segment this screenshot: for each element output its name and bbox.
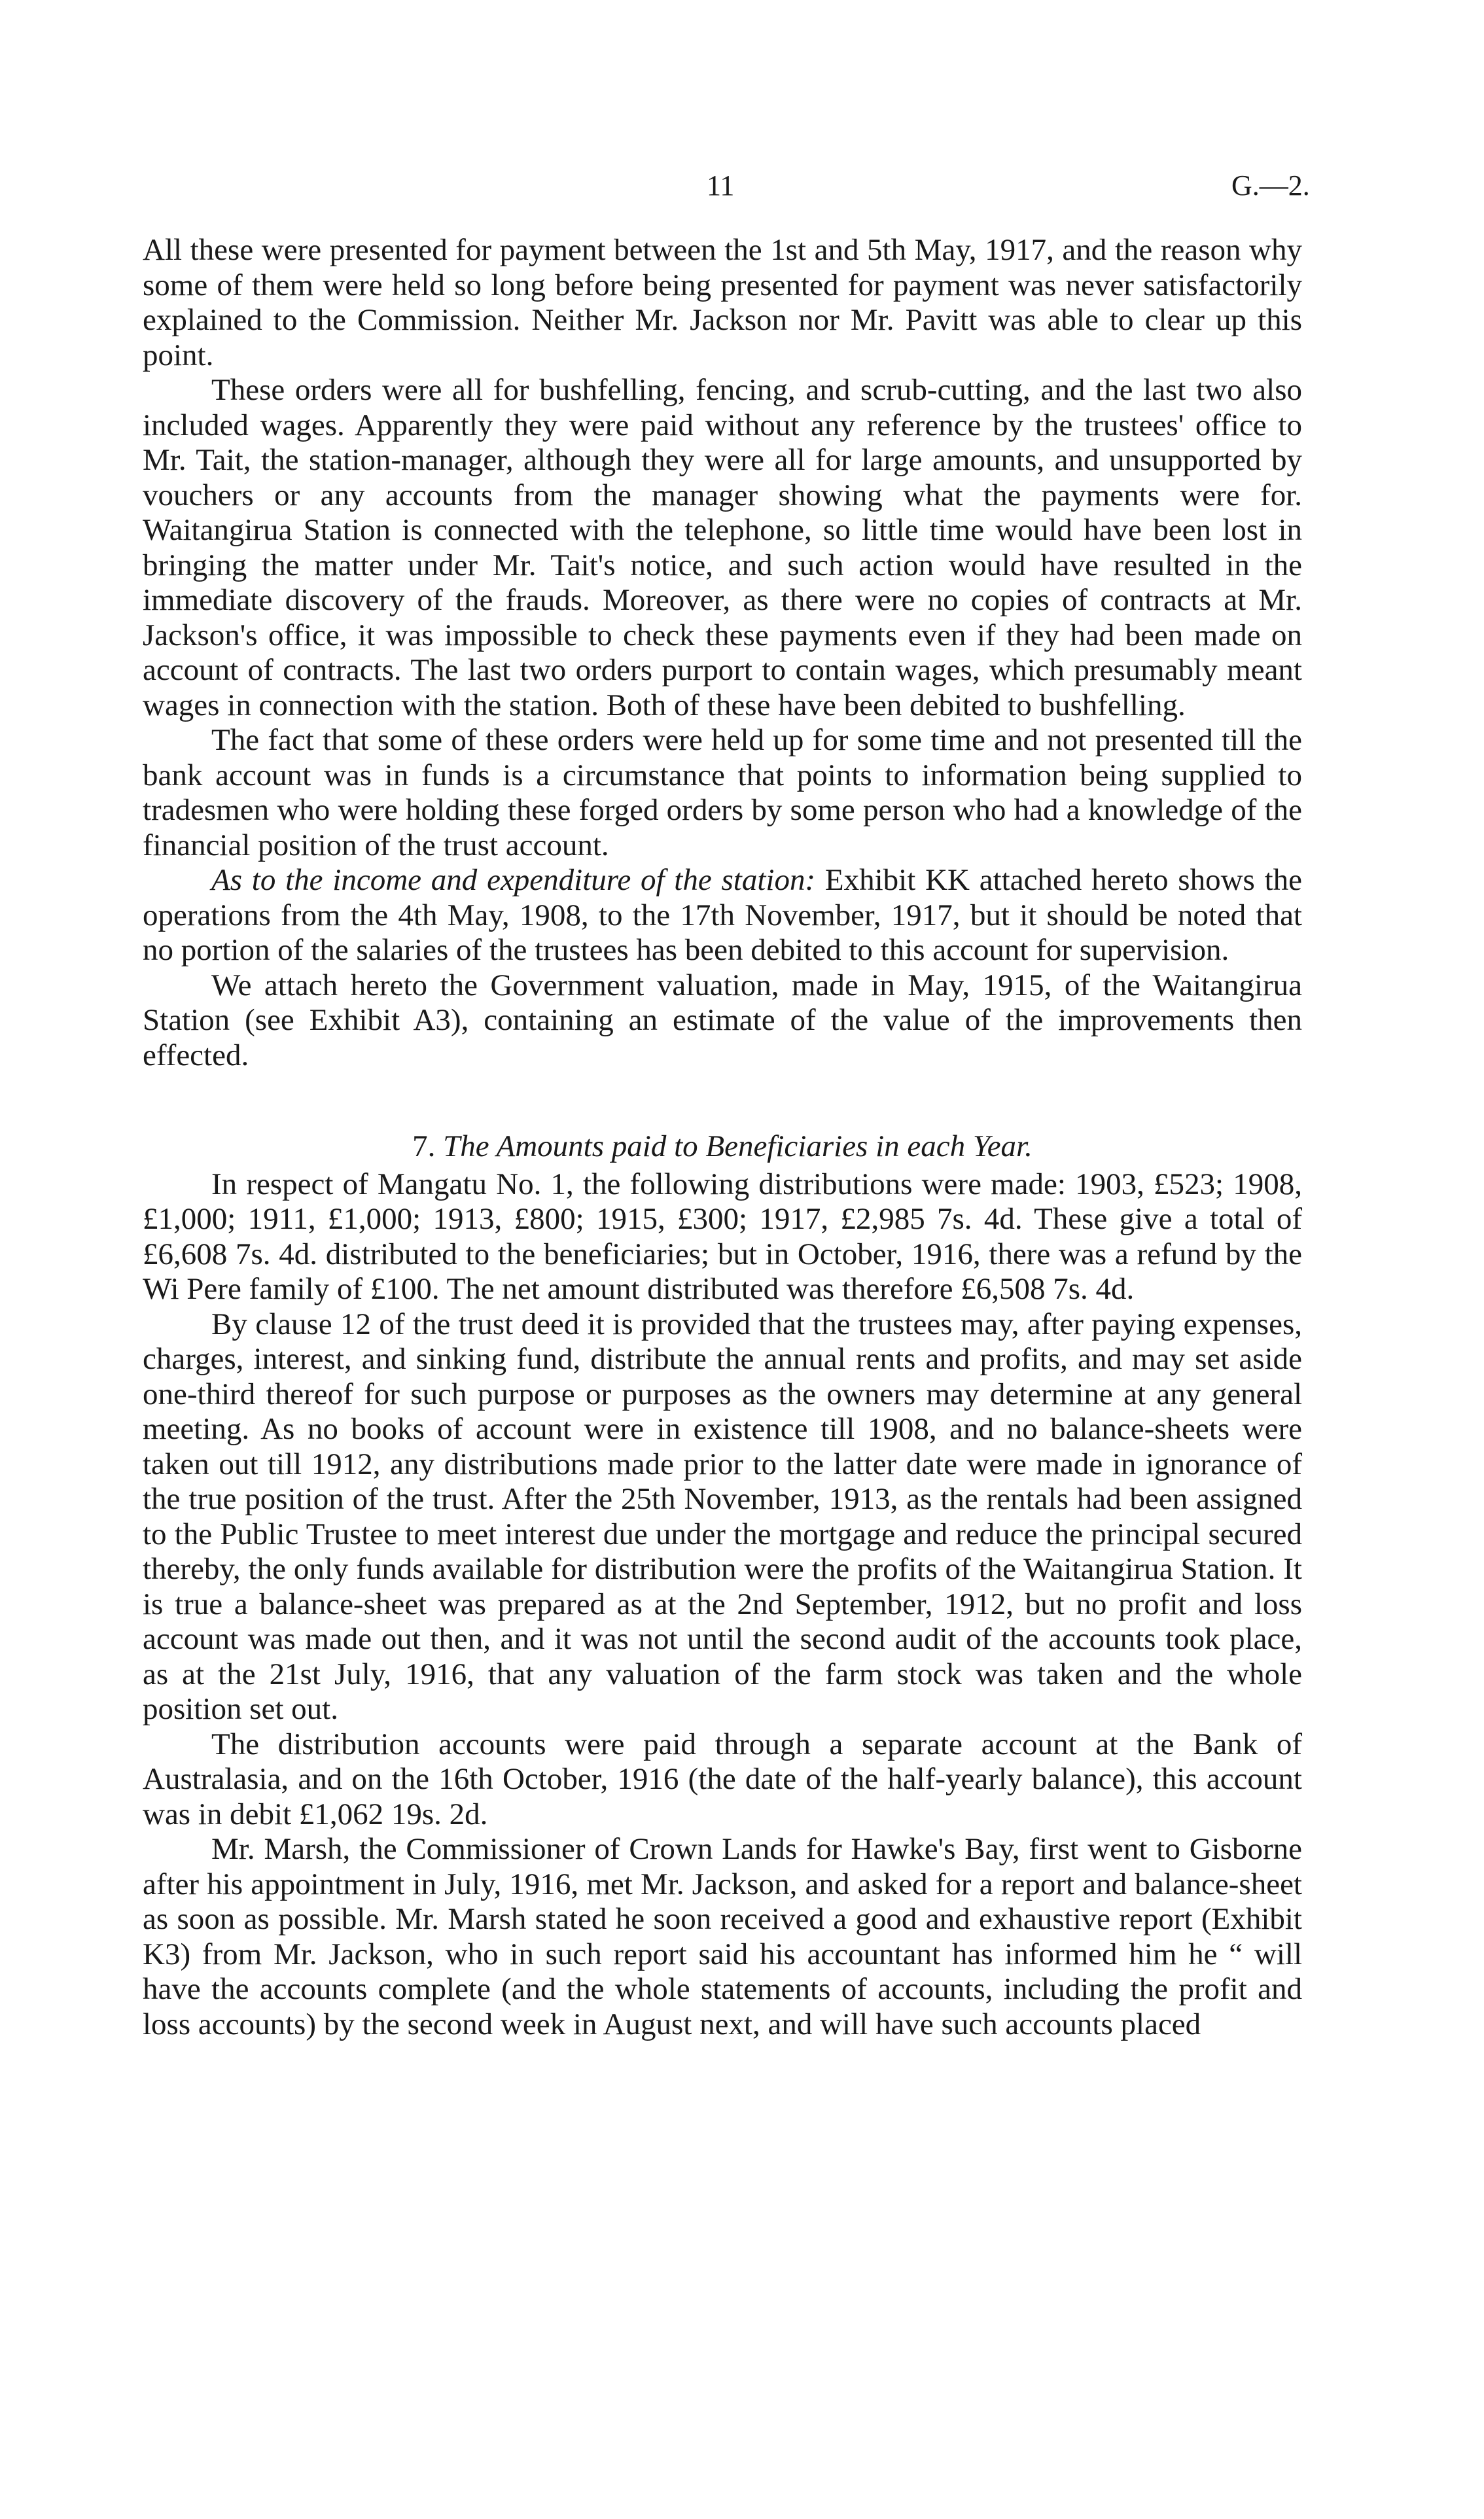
paragraph-7: By clause 12 of the trust deed it is provided that the trustees may, after paying expenses, charges, interest, and sinking fund, distribute the annual rents and profits, and may set aside one-third thereof for such purpose or purposes as the owners may determine at any general meeting. As no books of account were in existence till 1908, and no balance-sheets were taken out till 1912, any distributions made prior to the latter date were made in ignorance of the true position of the trust. After the 25th November, 1913, as the rentals had been assigned to the Public Trustee to meet interest due under the mortgage and reduce the principal secured thereby, the only funds available for distribution were the profits of the Waitangirua Station. It is true a balance-sheet was prepared as at the 2nd September, 1912, but no profit and loss account was made out then, and it was not until the second audit of the accounts took place, as at the 21st July, 1916, that any valuation of the farm stock was taken and the whole position set out. <box>143 1307 1302 1726</box>
paragraph-8: The distribution accounts were paid through a separate account at the Bank of Australasia, and on the 16th October, 1916 (the date of the half-yearly balance), this account was in debit £1,062 19s. 2d. <box>143 1727 1302 1831</box>
section-number: 7. <box>412 1129 444 1163</box>
paragraph-4-italic-lead: As to the income and expenditure of the station: <box>211 863 816 897</box>
document-reference: G.—2. <box>1231 169 1310 202</box>
body-text <box>143 233 1302 2042</box>
paragraph-4 <box>143 863 1302 968</box>
paragraph-1: All these were presented for payment between the 1st and 5th May, 1917, and the reason why some of them were held so long before being presented for payment was never satisfactorily explained to the Commission. Neither Mr. Jackson nor Mr. Pavitt was able to clear up this point. <box>143 233 1302 372</box>
paragraph-6: In respect of Mangatu No. 1, the following distributions were made: 1903, £523; 1908, £1,000; 1911, £1,000; 1913, £800; 1915, £300; 1917, £2,985 7s. 4d. These give a total of £6,608 7s. 4d. distributed to the beneficiaries; but in October, 1916, there was a refund by the Wi Pere family of £100. The net amount distributed was therefore £6,508 7s. 4d. <box>143 1167 1302 1306</box>
paragraph-5: We attach hereto the Government valuation, made in May, 1915, of the Waitangirua Station (see Exhibit A3), containing an estimate of the value of the improvements then effected. <box>143 968 1302 1072</box>
paragraph-2: These orders were all for bushfelling, fencing, and scrub-cutting, and the last two also included wages. Apparently they were paid without any reference by the trustees' office to Mr. Tait, the station-manager, although they were all for large amounts, and unsupported by vouchers or any accounts from the manager showing what the payments were for. Waitangirua Station is connected with the telephone, so little time would have been lost in bringing the matter under Mr. Tait's notice, and such action would have resulted in the immediate discovery of the frauds. Moreover, as there were no copies of contracts at Mr. Jackson's office, it was impossible to check these payments even if they had been made on account of contracts. The last two orders purport to contain wages, which presumably meant wages in connection with the station. Both of these have been debited to bushfelling. <box>143 373 1302 722</box>
section-title: The Amounts paid to Beneficiaries in each Year. <box>443 1129 1033 1163</box>
paragraph-3: The fact that some of these orders were held up for some time and not presented till the bank account was in funds is a circumstance that points to information being supplied to tradesmen who were holding these forged orders by some person who had a knowledge of the financial position of the trust account. <box>143 723 1302 862</box>
paragraph-9: Mr. Marsh, the Commissioner of Crown Lands for Hawke's Bay, first went to Gisborne after his appointment in July, 1916, met Mr. Jackson, and asked for a report and balance-sheet as soon as possible. Mr. Marsh stated he soon received a good and exhaustive report (Exhibit K3) from Mr. Jackson, who in such report said his accountant has informed him he “ will have the accounts complete (and the whole statements of accounts, including the profit and loss accounts) by the second week in August next, and will have such accounts placed <box>143 1832 1302 2041</box>
page-number: 11 <box>707 169 735 202</box>
section-heading <box>143 1129 1302 1165</box>
paragraph-4-rest: Exhibit KK attached hereto shows the operations from the 4th May, 1908, to the 17th November, 1917, but it should be noted that no portion of the salaries of the trustees has been debited to this account for supervision. <box>143 863 1302 967</box>
